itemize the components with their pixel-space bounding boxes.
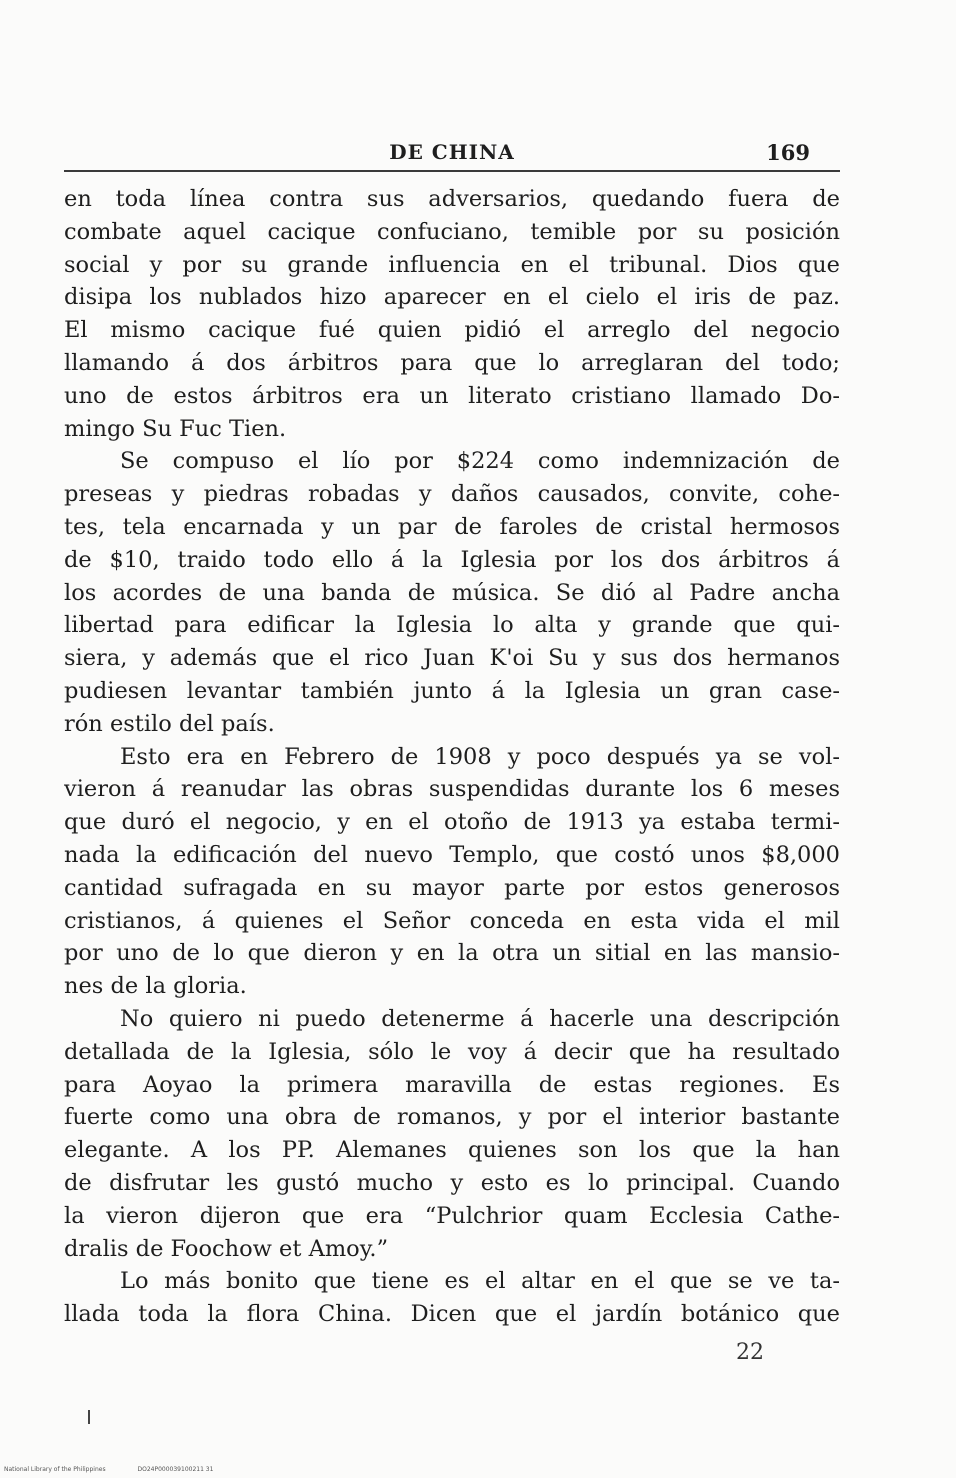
- text-line: de $10, traido todo ello á la Iglesia por los dos árbitros á: [64, 546, 840, 573]
- text-line: disipa los nublados hizo aparecer en el cielo el iris de paz.: [64, 284, 840, 311]
- text-line: cantidad sufragada en su mayor parte por estos generosos: [64, 874, 840, 901]
- text-line: dralis de Foochow et Amoy.”: [64, 1235, 389, 1262]
- text-line: cristianos, á quienes el Señor conceda en esta vida el mil: [64, 907, 840, 934]
- scan-credit: [4, 1466, 213, 1473]
- text-line: la vieron dijeron que era “Pulchrior quam Ecclesia Cathe-: [64, 1202, 840, 1229]
- text-line: rón estilo del país.: [64, 710, 275, 737]
- text-line: combate aquel cacique confuciano, temible por su posición: [64, 218, 840, 245]
- text-line: siera, y además que el rico Juan K'oi Su y sus dos hermanos: [64, 645, 840, 672]
- text-line: en toda línea contra sus adversarios, quedando fuera de: [64, 186, 840, 212]
- text-line: social y por su grande influencia en el tribunal. Dios que: [64, 251, 840, 278]
- text-line: preseas y piedras robadas y daños causados, convite, cohe-: [64, 481, 840, 508]
- text-line: nada la edificación del nuevo Templo, que costó unos $8,000: [64, 841, 840, 868]
- text-line: mingo Su Fuc Tien.: [64, 415, 287, 442]
- paragraph: [64, 741, 840, 1003]
- text-line: Esto era en Febrero de 1908 y poco después ya se vol-: [120, 743, 840, 770]
- body-text: [64, 183, 840, 1331]
- ink-speck: [88, 1410, 90, 1424]
- paragraph: [64, 445, 840, 740]
- text-line: uno de estos árbitros era un literato cristiano llamado Do-: [64, 382, 840, 409]
- paragraph: [64, 1265, 840, 1331]
- text-line: Lo más bonito que tiene es el altar en el que se ve ta-: [120, 1268, 840, 1295]
- text-line: para Aoyao la primera maravilla de estas regiones. Es: [64, 1071, 840, 1098]
- text-line: llamando á dos árbitros para que lo arreglaran del todo;: [64, 349, 840, 376]
- text-line: detallada de la Iglesia, sólo le voy á decir que ha resultado: [64, 1038, 840, 1065]
- scan-id: DO24P000039100211 31: [137, 1466, 214, 1473]
- text-line: por uno de lo que dieron y en la otra un sitial en las mansio-: [64, 940, 840, 967]
- text-line: de disfrutar les gustó mucho y esto es lo principal. Cuando: [64, 1169, 840, 1196]
- signature-mark: 22: [736, 1340, 764, 1365]
- text-line: tes, tela encarnada y un par de faroles de cristal hermosos: [64, 513, 840, 540]
- text-line: libertad para edificar la Iglesia lo alta y grande que qui-: [64, 612, 840, 639]
- header-title: DE CHINA: [389, 140, 515, 164]
- text-line: vieron á reanudar las obras suspendidas durante los 6 meses: [64, 776, 840, 803]
- page-number: 169: [766, 140, 810, 165]
- text-line: pudiesen levantar también junto á la Iglesia un gran case-: [64, 677, 840, 704]
- text-line: No quiero ni puedo detenerme á hacerle una descripción: [120, 1005, 840, 1032]
- text-line: los acordes de una banda de música. Se dió al Padre ancha: [64, 579, 840, 606]
- paragraph: [64, 1003, 840, 1265]
- text-line: nes de la gloria.: [64, 973, 247, 1000]
- text-line: llada toda la flora China. Dicen que el jardín botánico que: [64, 1301, 840, 1328]
- text-line: elegante. A los PP. Alemanes quienes son los que la han: [64, 1137, 840, 1164]
- text-line: Se compuso el lío por $224 como indemnización de: [120, 448, 840, 475]
- paragraph: [64, 183, 840, 445]
- running-header: [64, 140, 840, 172]
- library-credit: National Library of the Philippines: [4, 1466, 106, 1473]
- text-line: que duró el negocio, y en el otoño de 1913 ya estaba termi-: [64, 809, 840, 836]
- text-line: fuerte como una obra de romanos, y por el interior bastante: [64, 1104, 840, 1131]
- text-line: El mismo cacique fué quien pidió el arreglo del negocio: [64, 317, 840, 344]
